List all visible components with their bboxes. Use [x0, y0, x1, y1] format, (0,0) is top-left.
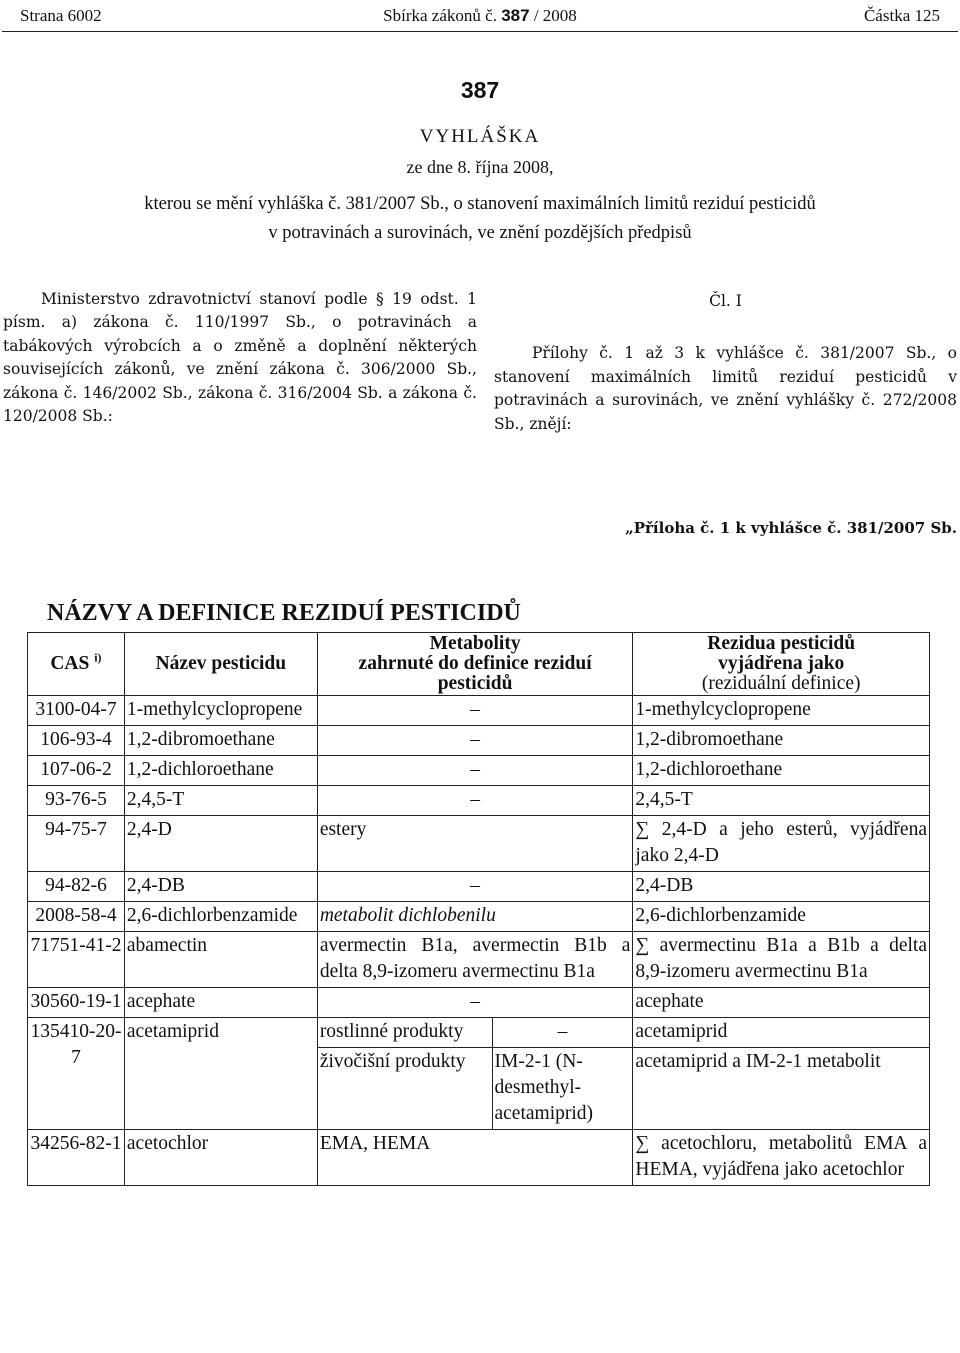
cas-cell: 34256-82-1	[28, 1130, 125, 1186]
pesticide-name-cell: abamectin	[124, 932, 317, 988]
header-residue	[633, 633, 930, 696]
residue-cell: ∑ 2,4-D a jeho esterů, vyjádřena jako 2,4-D	[633, 816, 930, 872]
table-row	[28, 1130, 930, 1186]
article-heading: Čl. I	[709, 292, 742, 310]
table-row	[28, 786, 930, 816]
metabolites-cell: –	[317, 756, 633, 786]
page-number: Strana 6002	[20, 6, 102, 25]
metabolites-cell: –	[317, 726, 633, 756]
table-row	[28, 872, 930, 902]
collection-reference	[20, 6, 940, 26]
cas-cell: 94-75-7	[28, 816, 125, 872]
table-row	[28, 988, 930, 1018]
residue-cell: 2,4-DB	[633, 872, 930, 902]
metabolites-cell: IM-2-1 (N-desmethyl-acetamiprid)	[492, 1048, 633, 1130]
cas-cell: 107-06-2	[28, 756, 125, 786]
metabolites-cell: –	[317, 988, 633, 1018]
table-header-row	[28, 633, 930, 696]
cas-cell: 71751-41-2	[28, 932, 125, 988]
table-title: NÁZVY A DEFINICE REZIDUÍ PESTICIDŮ	[47, 600, 521, 626]
header-cas-footnote: i)	[94, 650, 102, 665]
subject-line-2: v potravinách a surovinách, ve znění pozdějších předpisů	[268, 223, 692, 243]
residue-cell: 1,2-dibromoethane	[633, 726, 930, 756]
residue-cell: 2,6-dichlorbenzamide	[633, 902, 930, 932]
header-name: Název pesticidu	[124, 633, 317, 696]
issue-number: Částka 125	[863, 6, 940, 25]
table-row	[28, 902, 930, 932]
residue-cell: 2,4,5-T	[633, 786, 930, 816]
metabolites-cell: EMA, HEMA	[317, 1130, 633, 1186]
header-metabolites	[317, 633, 633, 696]
pesticide-name-cell: 2,4-DB	[124, 872, 317, 902]
metabolites-cell: metabolit dichlobenilu	[317, 902, 633, 932]
cas-cell: 3100-04-7	[28, 696, 125, 726]
cas-cell: 2008-58-4	[28, 902, 125, 932]
header-metabolites-line-3: pesticidů	[437, 673, 513, 694]
header-residue-line-1: Rezidua pesticidů	[707, 633, 856, 654]
header-residue-line-2: vyjádřena jako	[718, 653, 845, 674]
cas-cell: 30560-19-1	[28, 988, 125, 1018]
pesticide-name-cell: acephate	[124, 988, 317, 1018]
document-date: ze dne 8. října 2008,	[406, 157, 554, 177]
table-row	[28, 932, 930, 988]
header-rule	[2, 31, 958, 32]
collection-prefix: Sbírka zákonů č.	[383, 6, 497, 25]
cas-cell: 94-82-6	[28, 872, 125, 902]
table-row	[28, 756, 930, 786]
header-cas	[28, 633, 125, 696]
residue-cell: acetamiprid	[633, 1018, 930, 1048]
pesticide-name-cell: 2,6-dichlorbenzamide	[124, 902, 317, 932]
header-metabolites-line-2: zahrnuté do definice reziduí	[358, 653, 592, 674]
cas-cell: 106-93-4	[28, 726, 125, 756]
header-cas-label: CAS	[50, 653, 90, 674]
pesticide-name-cell: 2,4,5-T	[124, 786, 317, 816]
metabolites-cell: avermectin B1a, avermectin B1b a delta 8,9-izomeru avermectinu B1a	[317, 932, 633, 988]
collection-year: / 2008	[533, 6, 577, 25]
table-row	[28, 696, 930, 726]
table-row	[28, 726, 930, 756]
table-row	[28, 1018, 930, 1048]
preamble-column	[3, 288, 477, 428]
table-row	[28, 816, 930, 872]
matrix-cell: živočišní produkty	[317, 1048, 492, 1130]
pesticide-name-cell: 1,2-dichloroethane	[124, 756, 317, 786]
residue-cell: acetamiprid a IM-2-1 metabolit	[633, 1048, 930, 1130]
document-type: VYHLÁŠKA	[419, 126, 541, 147]
article-column	[494, 288, 957, 436]
residue-cell: 1-methylcyclopropene	[633, 696, 930, 726]
collection-number: 387	[501, 6, 530, 25]
preamble-text: Ministerstvo zdravotnictví stanoví podle § 19 odst. 1 písm. a) zákona č. 110/1997 Sb., o potravinách a tabákových výrobcích a o změně a doplnění některých souvisejících zákonů, ve znění zákona č. 306/2000 Sb., zákona č. 146/2002 Sb., zákona č. 316/2004 Sb. a zákona č. 120/2008 Sb.:	[3, 290, 477, 426]
header-metabolites-line-1: Metabolity	[429, 633, 521, 654]
pesticide-name-cell: 1,2-dibromoethane	[124, 726, 317, 756]
residue-cell: acephate	[633, 988, 930, 1018]
metabolites-cell: –	[317, 696, 633, 726]
pesticide-name-cell: acetamiprid	[124, 1018, 317, 1130]
residue-cell: 1,2-dichloroethane	[633, 756, 930, 786]
metabolites-cell: –	[492, 1018, 633, 1048]
cas-cell: 135410-20-7	[28, 1018, 125, 1130]
metabolites-cell: –	[317, 872, 633, 902]
header-residue-line-3: (reziduální definice)	[701, 673, 861, 694]
metabolites-cell: –	[317, 786, 633, 816]
running-header	[20, 6, 940, 28]
pesticide-name-cell: 1-methylcyclopropene	[124, 696, 317, 726]
subject-line-1: kterou se mění vyhláška č. 381/2007 Sb., o stanovení maximálních limitů reziduí pesticidů	[144, 194, 816, 214]
residue-cell: ∑ acetochloru, metabolitů EMA a HEMA, vyjádřena jako acetochlor	[633, 1130, 930, 1186]
matrix-cell: rostlinné produkty	[317, 1018, 492, 1048]
pesticide-table	[27, 632, 930, 1186]
annex-reference: „Příloha č. 1 k vyhlášce č. 381/2007 Sb.	[625, 519, 957, 537]
pesticide-name-cell: acetochlor	[124, 1130, 317, 1186]
pesticide-name-cell: 2,4-D	[124, 816, 317, 872]
cas-cell: 93-76-5	[28, 786, 125, 816]
document-subject	[60, 190, 900, 248]
document-number: 387	[460, 77, 500, 103]
metabolites-cell: estery	[317, 816, 633, 872]
article-text: Přílohy č. 1 až 3 k vyhlášce č. 381/2007 Sb., o stanovení maximálních limitů reziduí pesticidů v potravinách a surovinách, ve znění vyhlášky č. 272/2008 Sb., znějí:	[494, 344, 957, 433]
residue-cell: ∑ avermectinu B1a a B1b a delta 8,9-izomeru avermectinu B1a	[633, 932, 930, 988]
